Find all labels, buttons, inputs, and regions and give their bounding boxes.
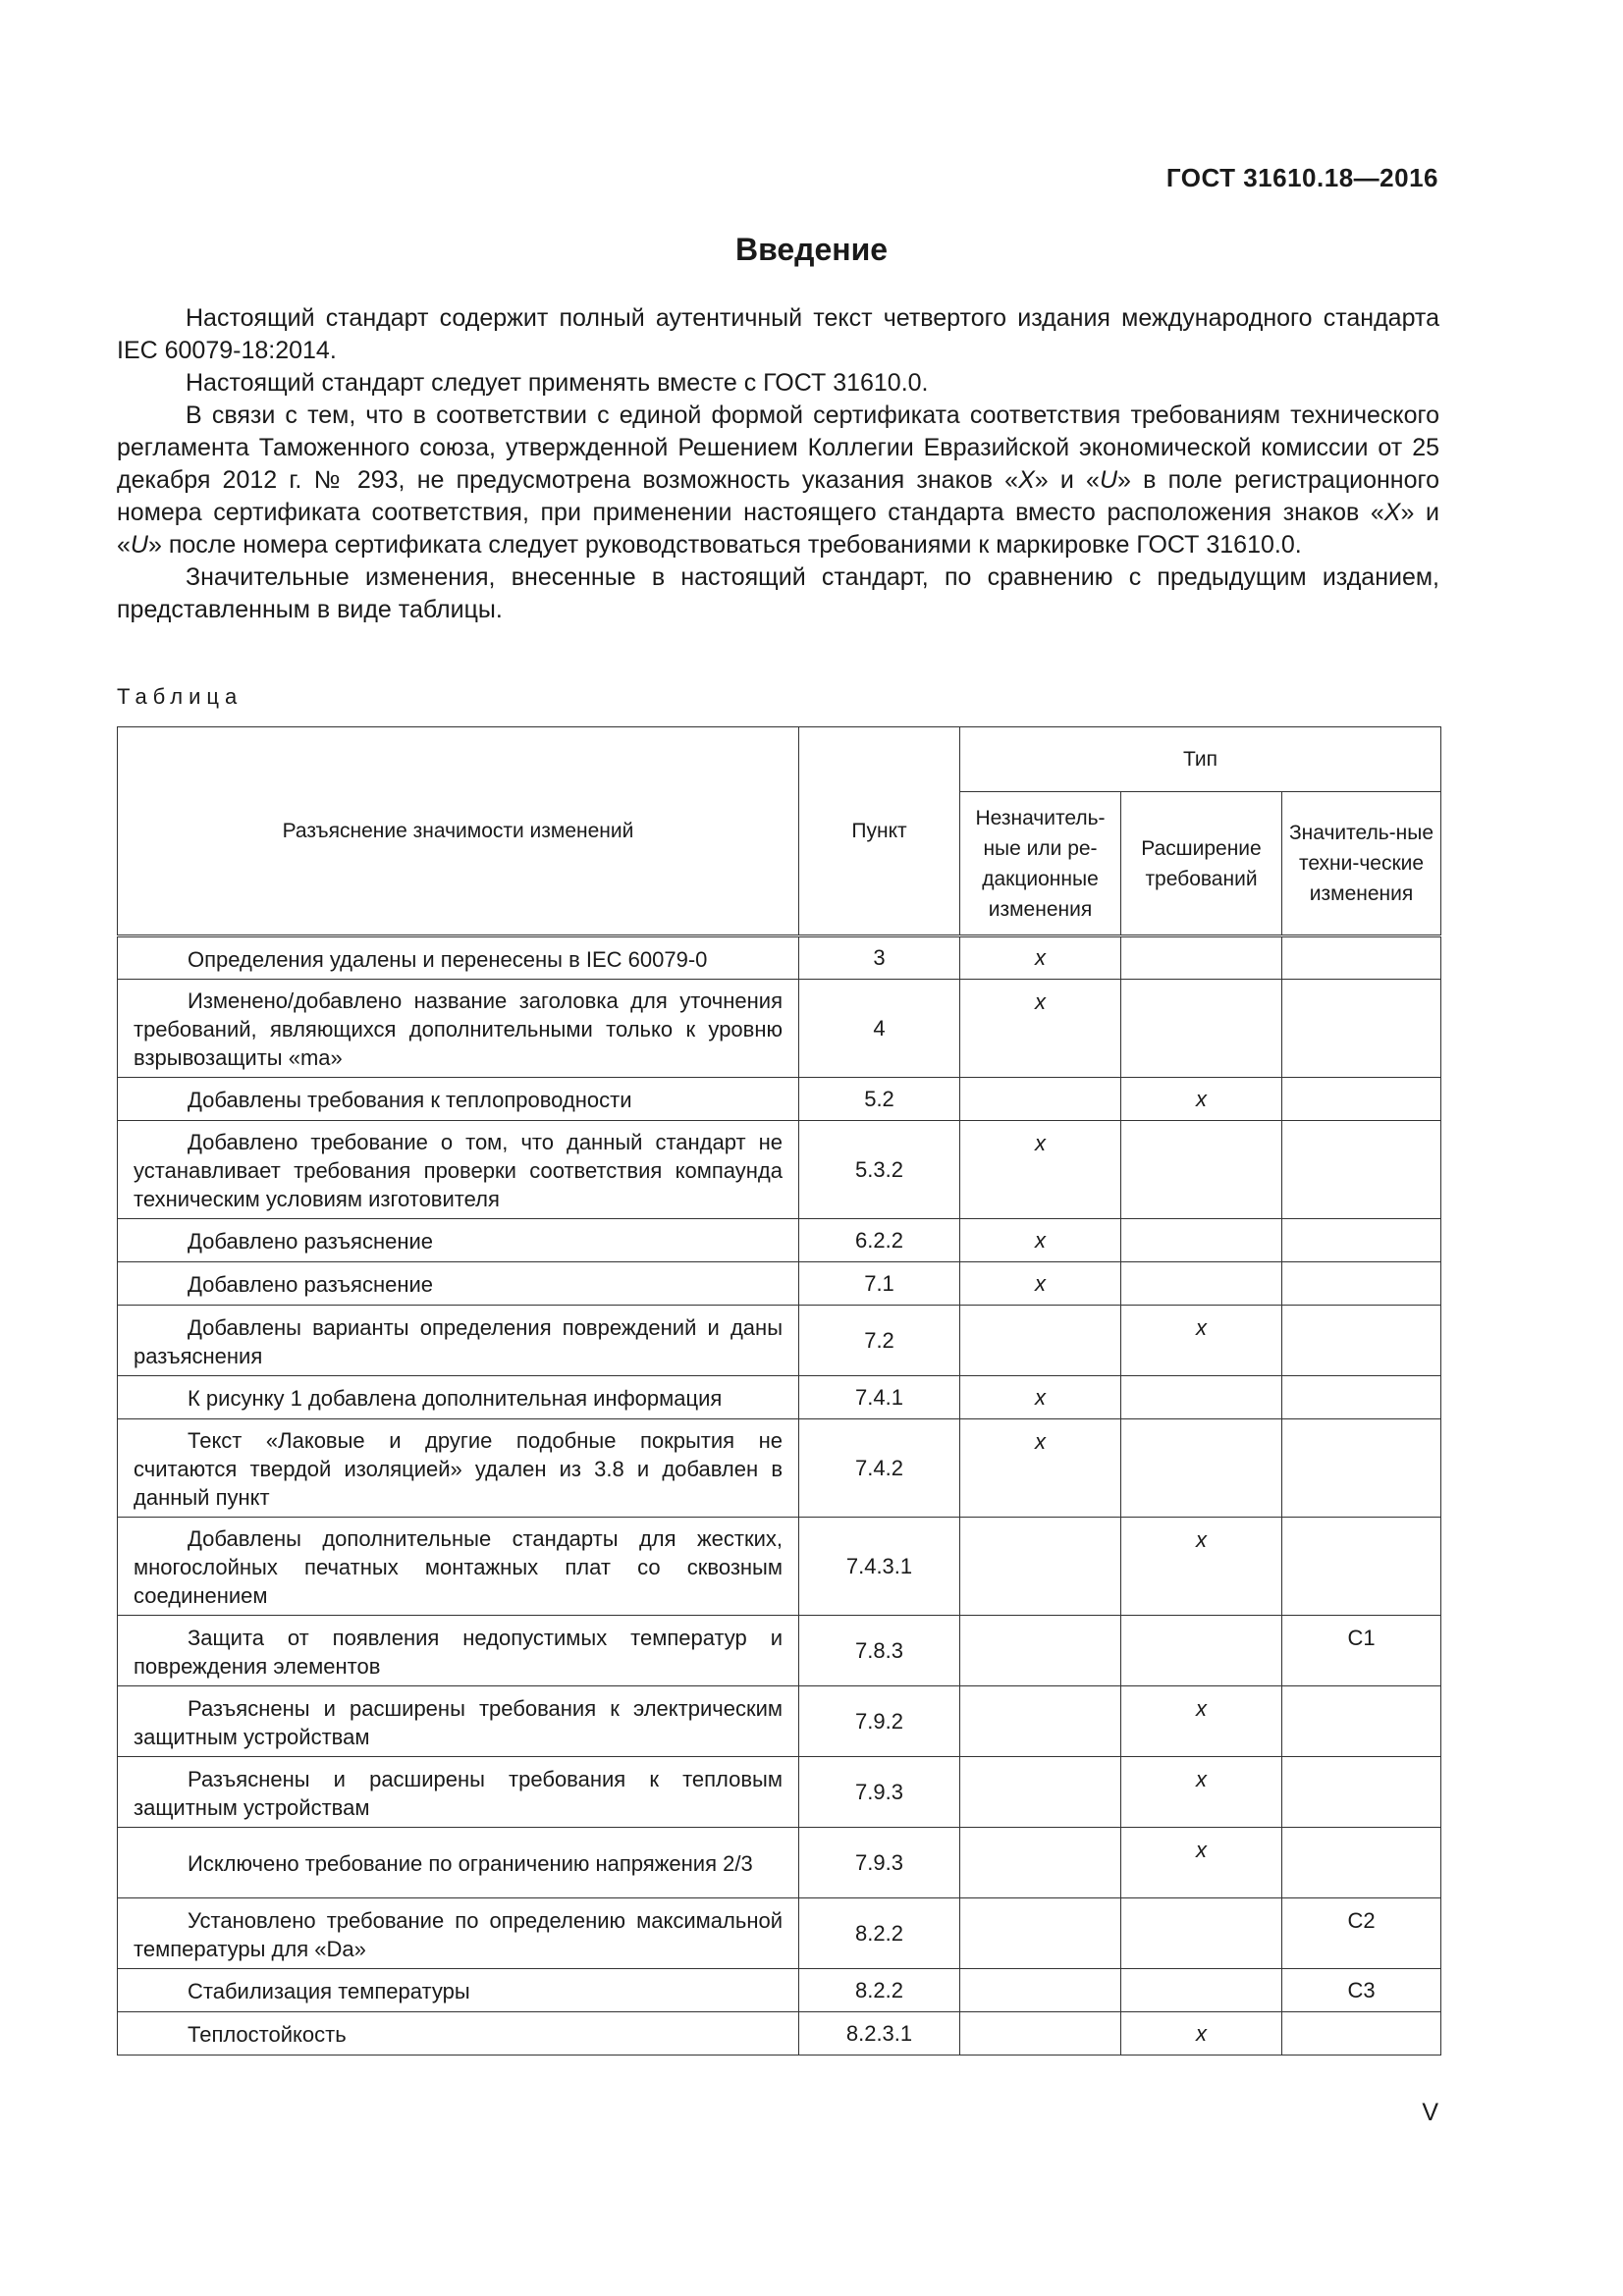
- table-row: [118, 2012, 1441, 2056]
- row-extension-mark: [1121, 1969, 1282, 2012]
- row-extension-mark: [1121, 1262, 1282, 1306]
- table-row: [118, 1306, 1441, 1376]
- row-major-mark: [1282, 2012, 1441, 2056]
- table-row: [118, 936, 1441, 980]
- row-extension-mark: [1121, 1121, 1282, 1219]
- header-type: Тип: [960, 727, 1441, 792]
- row-clause: 8.2.3.1: [799, 2012, 960, 2056]
- row-major-mark: [1282, 1376, 1441, 1419]
- row-description: К рисунку 1 добавлена дополнительная информация: [118, 1376, 799, 1419]
- row-minor-mark: [960, 1518, 1121, 1616]
- row-major-mark: [1282, 936, 1441, 980]
- row-minor-mark: x: [960, 1121, 1121, 1219]
- row-major-mark: [1282, 1518, 1441, 1616]
- row-extension-mark: [1121, 980, 1282, 1078]
- row-clause: 7.4.3.1: [799, 1518, 960, 1616]
- row-major-mark: [1282, 1078, 1441, 1121]
- row-description: Добавлено разъяснение: [118, 1219, 799, 1262]
- row-clause: 5.2: [799, 1078, 960, 1121]
- row-extension-mark: [1121, 1419, 1282, 1518]
- intro-paragraph-2: Настоящий стандарт следует применять вместе с ГОСТ 31610.0.: [186, 369, 929, 397]
- row-extension-mark: x: [1121, 1078, 1282, 1121]
- table-row: [118, 1757, 1441, 1828]
- row-minor-mark: [960, 1686, 1121, 1757]
- row-major-mark: [1282, 1419, 1441, 1518]
- row-description: Добавлены дополнительные стандарты для жестких, многослойных печатных монтажных плат со сквозным соединением: [118, 1518, 799, 1616]
- row-clause: 3: [799, 936, 960, 980]
- table-row: [118, 1121, 1441, 1219]
- row-clause: 7.4.2: [799, 1419, 960, 1518]
- row-description: Добавлены варианты определения повреждений и даны разъяснения: [118, 1306, 799, 1376]
- section-title: Введение: [734, 232, 889, 267]
- table-row: [118, 1828, 1441, 1898]
- row-clause: 4: [799, 980, 960, 1078]
- table-row: [118, 1686, 1441, 1757]
- table-row: [118, 1419, 1441, 1518]
- table-row: [118, 1616, 1441, 1686]
- row-clause: 5.3.2: [799, 1121, 960, 1219]
- intro-text: [117, 302, 1439, 626]
- row-clause: 7.2: [799, 1306, 960, 1376]
- row-major-mark: [1282, 1686, 1441, 1757]
- document-id: ГОСТ 31610.18—2016: [1165, 163, 1438, 192]
- header-extension: Расширение требований: [1121, 792, 1282, 936]
- row-minor-mark: x: [960, 936, 1121, 980]
- row-description: Разъяснены и расширены требования к тепловым защитным устройствам: [118, 1757, 799, 1828]
- header-clause: Пункт: [799, 727, 960, 936]
- row-extension-mark: [1121, 1219, 1282, 1262]
- row-minor-mark: x: [960, 980, 1121, 1078]
- row-minor-mark: [960, 1757, 1121, 1828]
- row-major-mark: [1282, 1121, 1441, 1219]
- row-clause: 7.9.2: [799, 1686, 960, 1757]
- table-row: [118, 1219, 1441, 1262]
- row-major-mark: [1282, 980, 1441, 1078]
- row-major-mark: C2: [1282, 1898, 1441, 1969]
- row-extension-mark: x: [1121, 1518, 1282, 1616]
- table-row: [118, 1898, 1441, 1969]
- row-clause: 8.2.2: [799, 1969, 960, 2012]
- row-minor-mark: x: [960, 1262, 1121, 1306]
- row-minor-mark: [960, 1306, 1121, 1376]
- row-minor-mark: x: [960, 1219, 1121, 1262]
- row-description: Стабилизация температуры: [118, 1969, 799, 2012]
- row-extension-mark: x: [1121, 2012, 1282, 2056]
- table-row: [118, 1969, 1441, 2012]
- intro-paragraph-4: Значительные изменения, внесенные в настоящий стандарт, по сравнению с предыдущим изданием, представленным в виде таблицы.: [117, 563, 1439, 623]
- page-number: V: [1422, 2099, 1438, 2126]
- row-extension-mark: x: [1121, 1686, 1282, 1757]
- row-description: Текст «Лаковые и другие подобные покрытия не считаются твердой изоляцией» удален из 3.8 и добавлен в данный пункт: [118, 1419, 799, 1518]
- row-clause: 6.2.2: [799, 1219, 960, 1262]
- row-minor-mark: [960, 1969, 1121, 2012]
- row-major-mark: C1: [1282, 1616, 1441, 1686]
- row-major-mark: C3: [1282, 1969, 1441, 2012]
- row-clause: 7.4.1: [799, 1376, 960, 1419]
- table-row: [118, 980, 1441, 1078]
- header-description: Разъяснение значимости изменений: [118, 727, 799, 936]
- row-description: Разъяснены и расширены требования к электрическим защитным устройствам: [118, 1686, 799, 1757]
- row-description: Теплостойкость: [118, 2012, 799, 2056]
- row-description: Определения удалены и перенесены в IEC 60079-0: [118, 936, 799, 980]
- row-major-mark: [1282, 1828, 1441, 1898]
- intro-paragraph-1: Настоящий стандарт содержит полный аутентичный текст четвертого издания международного стандарта IEC 60079-18:2014.: [117, 304, 1439, 364]
- table-row: [118, 1376, 1441, 1419]
- row-minor-mark: [960, 1828, 1121, 1898]
- table-row: [118, 1262, 1441, 1306]
- row-extension-mark: [1121, 936, 1282, 980]
- row-clause: 7.9.3: [799, 1757, 960, 1828]
- table-row: [118, 1078, 1441, 1121]
- row-minor-mark: [960, 1078, 1121, 1121]
- row-description: Изменено/добавлено название заголовка для уточнения требований, являющихся дополнительными только к уровню взрывозащиты «ma»: [118, 980, 799, 1078]
- row-clause: 7.8.3: [799, 1616, 960, 1686]
- row-major-mark: [1282, 1219, 1441, 1262]
- row-minor-mark: [960, 1616, 1121, 1686]
- row-description: Исключено требование по ограничению напряжения 2/3: [118, 1828, 799, 1898]
- row-extension-mark: [1121, 1376, 1282, 1419]
- row-description: Добавлены требования к теплопроводности: [118, 1078, 799, 1121]
- row-minor-mark: [960, 1898, 1121, 1969]
- row-clause: 8.2.2: [799, 1898, 960, 1969]
- row-extension-mark: x: [1121, 1828, 1282, 1898]
- table-body: [118, 936, 1441, 2056]
- row-minor-mark: [960, 2012, 1121, 2056]
- row-description: Добавлено требование о том, что данный стандарт не устанавливает требования проверки соответствия компаунда техническим условиям изготовителя: [118, 1121, 799, 1219]
- row-extension-mark: [1121, 1616, 1282, 1686]
- row-clause: 7.9.3: [799, 1828, 960, 1898]
- changes-table: [117, 726, 1441, 2056]
- row-major-mark: [1282, 1757, 1441, 1828]
- table-label: Таблица: [117, 684, 243, 709]
- row-extension-mark: x: [1121, 1306, 1282, 1376]
- row-description: Добавлено разъяснение: [118, 1262, 799, 1306]
- row-clause: 7.1: [799, 1262, 960, 1306]
- row-extension-mark: x: [1121, 1757, 1282, 1828]
- header-minor: Незначитель-ные или ре-дакционные изменения: [960, 792, 1121, 936]
- row-major-mark: [1282, 1306, 1441, 1376]
- row-minor-mark: x: [960, 1376, 1121, 1419]
- row-extension-mark: [1121, 1898, 1282, 1969]
- intro-paragraph-3: В связи с тем, что в соответствии с единой формой сертификата соответствия требованиям технического регламента Таможенного союза, утвержденной Решением Коллегии Евразийской экономической комиссии от 25 декабря 2012 г. № 293, не предусмотрена возможность указания знаков «X» и «U» в поле регистрационного номера сертификата соответствия, при применении настоящего стандарта вместо расположения знаков «X» и «U» после номера сертификата следует руководствоваться требованиями к маркировке ГОСТ 31610.0.: [117, 401, 1439, 559]
- row-minor-mark: x: [960, 1419, 1121, 1518]
- row-description: Защита от появления недопустимых температур и повреждения элементов: [118, 1616, 799, 1686]
- row-description: Установлено требование по определению максимальной температуры для «Da»: [118, 1898, 799, 1969]
- header-major: Значитель-ные техни-ческие изменения: [1282, 792, 1441, 936]
- table-row: [118, 1518, 1441, 1616]
- row-major-mark: [1282, 1262, 1441, 1306]
